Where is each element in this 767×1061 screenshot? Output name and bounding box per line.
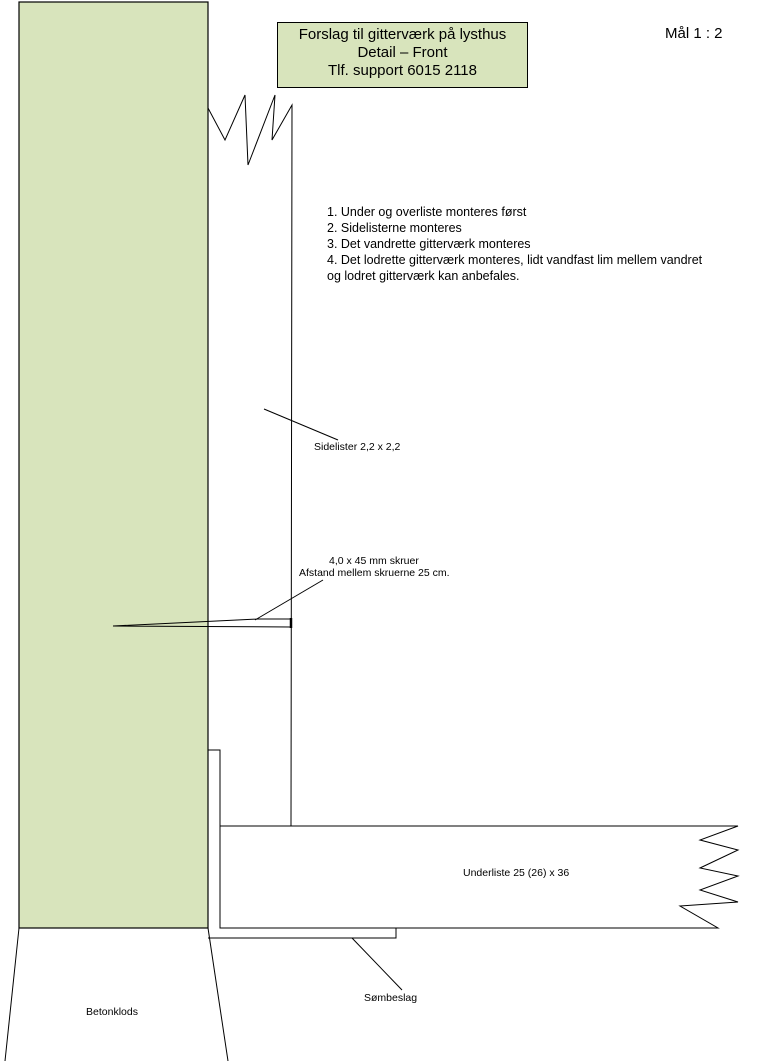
title-box	[277, 22, 528, 88]
concrete-block	[5, 928, 19, 1061]
sidelister-leader	[264, 409, 338, 440]
sombeslag-leader	[352, 938, 402, 990]
sidelister-label: Sidelister 2,2 x 2,2	[314, 441, 401, 453]
side-strip	[208, 95, 292, 826]
instructions-list	[327, 204, 702, 284]
screw-leader	[255, 580, 323, 620]
instruction-1: 1. Under og overliste monteres først	[327, 205, 527, 219]
instruction-4: 4. Det lodrette gitterværk monteres, lidt vandfast lim mellem vandret	[327, 253, 703, 267]
sombeslag-label: Sømbeslag	[364, 992, 418, 1004]
scale-label: Mål 1 : 2	[665, 25, 723, 42]
nail-bracket	[208, 750, 396, 938]
title-line-1: Forslag til gitterværk på lysthus	[298, 26, 507, 43]
instruction-2: 2. Sidelisterne monteres	[327, 221, 462, 235]
concrete-block-right	[208, 928, 228, 1061]
screws-label-2: Afstand mellem skruerne 25 cm.	[299, 567, 450, 579]
instruction-3: 3. Det vandrette gitterværk monteres	[327, 237, 531, 251]
underliste-label: Underliste 25 (26) x 36	[463, 867, 570, 879]
title-line-2: Detail – Front	[357, 44, 448, 61]
title-line-3: Tlf. support 6015 2118	[328, 62, 477, 79]
screws-label-1: 4,0 x 45 mm skruer	[329, 555, 419, 567]
instruction-4-cont: og lodret gitterværk kan anbefales.	[327, 269, 520, 283]
post	[19, 2, 208, 928]
betonklods-label: Betonklods	[86, 1006, 138, 1018]
